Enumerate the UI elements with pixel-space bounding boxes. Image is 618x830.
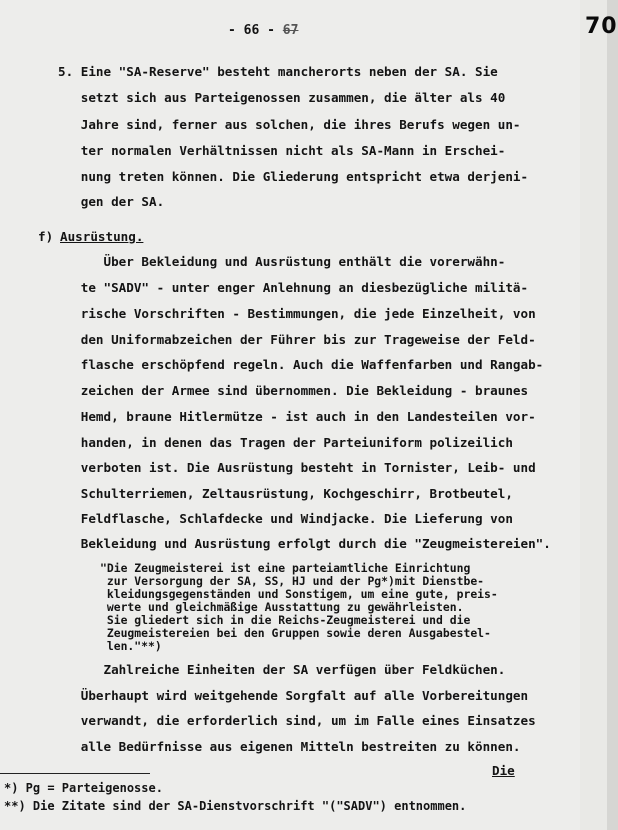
paragraph2-line: Zahlreiche Einheiten der SA verfügen über Feldküchen. xyxy=(58,662,506,677)
quote-line: "Die Zeugmeisterei ist eine parteiamtliche Einrichtung xyxy=(100,561,471,575)
section-letter: f) xyxy=(38,229,54,244)
section5-line: Jahre sind, ferner aus solchen, die ihres Berufs wegen un- xyxy=(58,117,521,132)
section5-line: setzt sich aus Parteigenossen zusammen, die älter als 40 xyxy=(58,90,506,105)
paragraph-line: den Uniformabzeichen der Führer bis zur Trageweise der Feld- xyxy=(58,332,536,347)
catchword: Die xyxy=(492,763,515,778)
section5-line: 5. Eine "SA-Reserve" besteht mancherorts neben der SA. Sie xyxy=(58,64,498,79)
paragraph-line: zeichen der Armee sind übernommen. Die Bekleidung - braunes xyxy=(58,383,529,398)
quote-line: werte und gleichmäßige Ausstattung zu gewährleisten. xyxy=(100,600,464,614)
paragraph-line: Schulterriemen, Zeltausrüstung, Kochgeschirr, Brotbeutel, xyxy=(58,486,513,501)
paragraph-line: Bekleidung und Ausrüstung erfolgt durch die "Zeugmeistereien". xyxy=(58,536,551,551)
section-heading: Ausrüstung. xyxy=(60,229,144,244)
quote-line: len."**) xyxy=(100,639,162,653)
paragraph-line: handen, in denen das Tragen der Parteiuniform polizeilich xyxy=(58,435,513,450)
quote-line: zur Versorgung der SA, SS, HJ und der Pg*)mit Dienstbe- xyxy=(100,574,485,588)
paragraph-line: Hemd, braune Hitlermütze - ist auch in den Landesteilen vor- xyxy=(58,409,536,424)
page-edge xyxy=(580,0,607,830)
paragraph-line: Feldflasche, Schlafdecke und Windjacke. Die Lieferung von xyxy=(58,511,513,526)
footnote: **) Die Zitate sind der SA-Dienstvorschrift "("SADV") entnommen. xyxy=(4,799,467,813)
page-number-old: 67 xyxy=(282,23,299,38)
paragraph-line: te "SADV" - unter enger Anlehnung an diesbezügliche militä- xyxy=(58,280,529,295)
paragraph-line: rische Vorschriften - Bestimmungen, die jede Einzelheit, von xyxy=(58,306,536,321)
section5-line: ter normalen Verhältnissen nicht als SA-Mann in Erschei- xyxy=(58,143,506,158)
section5-line: nung treten können. Die Gliederung entspricht etwa derjeni- xyxy=(58,169,529,184)
paragraph2-line: alle Bedürfnisse aus eigenen Mitteln bestreiten zu können. xyxy=(58,739,521,754)
paragraph2-line: verwandt, die erforderlich sind, um im Falle eines Einsatzes xyxy=(58,713,536,728)
footnote: *) Pg = Parteigenosse. xyxy=(4,781,163,795)
paragraph2-line: Überhaupt wird weitgehende Sorgfalt auf alle Vorbereitungen xyxy=(58,688,529,703)
quote-line: Zeugmeistereien bei den Gruppen sowie deren Ausgabestel- xyxy=(100,626,491,640)
paragraph-line: flasche erschöpfend regeln. Auch die Waffenfarben und Rangab- xyxy=(58,357,544,372)
page-number-current: - 66 - xyxy=(228,23,275,38)
corner-stamp-number: 70 xyxy=(585,14,618,39)
paragraph-line: Über Bekleidung und Ausrüstung enthält die vorerwähn- xyxy=(58,254,506,269)
quote-line: Sie gliedert sich in die Reichs-Zeugmeisterei und die xyxy=(100,613,471,627)
section5-line: gen der SA. xyxy=(58,194,165,209)
page-number xyxy=(228,24,298,37)
paragraph-line: verboten ist. Die Ausrüstung besteht in Tornister, Leib- und xyxy=(58,460,536,475)
quote-line: kleidungsgegenständen und Sonstigem, um eine gute, preis- xyxy=(100,587,498,601)
footnote-divider xyxy=(0,773,150,774)
